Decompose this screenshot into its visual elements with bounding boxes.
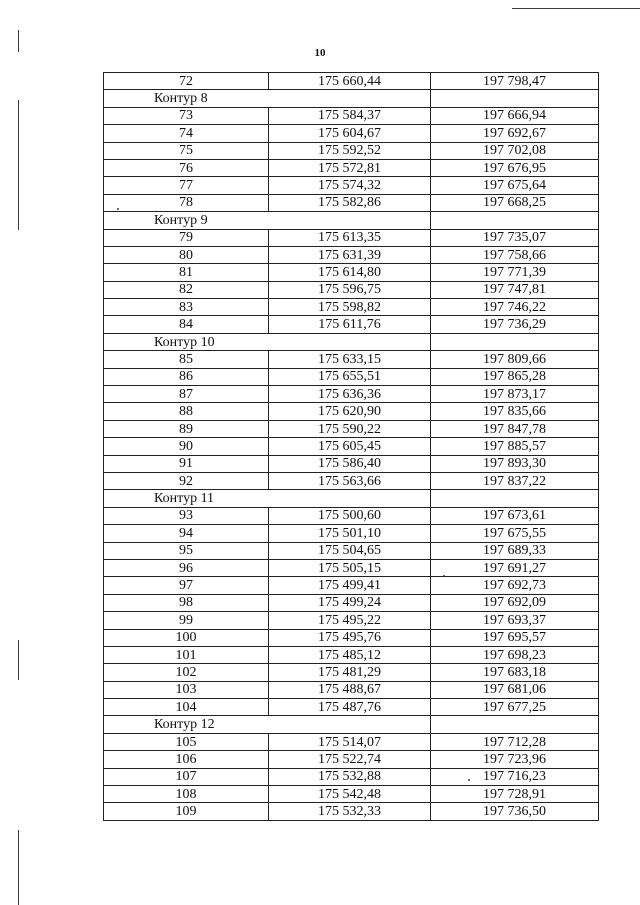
y-coordinate-cell: 197 758,66 xyxy=(431,246,599,263)
x-coordinate-cell: 175 563,66 xyxy=(269,472,431,489)
y-coordinate-cell: 197 746,22 xyxy=(431,299,599,316)
y-coordinate-cell: 197 712,28 xyxy=(431,733,599,750)
x-coordinate-cell: 175 574,32 xyxy=(269,177,431,194)
point-number-cell: 104 xyxy=(104,699,269,716)
x-coordinate-cell: 175 584,37 xyxy=(269,107,431,124)
table-row xyxy=(104,316,599,333)
scan-top-rule xyxy=(512,8,640,9)
y-coordinate-cell: 197 865,28 xyxy=(431,368,599,385)
x-coordinate-cell: 175 633,15 xyxy=(269,351,431,368)
y-coordinate-cell: 197 847,78 xyxy=(431,420,599,437)
x-coordinate-cell: 175 631,39 xyxy=(269,246,431,263)
x-coordinate-cell: 175 636,36 xyxy=(269,386,431,403)
y-coordinate-cell: 197 835,66 xyxy=(431,403,599,420)
y-coordinate-cell: 197 683,18 xyxy=(431,664,599,681)
point-number-cell: 106 xyxy=(104,751,269,768)
scan-edge-mark xyxy=(18,640,19,680)
point-number-cell: 100 xyxy=(104,629,269,646)
y-coordinate-cell: 197 893,30 xyxy=(431,455,599,472)
table-row xyxy=(104,525,599,542)
x-coordinate-cell: 175 592,52 xyxy=(269,142,431,159)
contour-header-row xyxy=(104,490,599,507)
point-number-cell: 84 xyxy=(104,316,269,333)
y-coordinate-cell: 197 736,50 xyxy=(431,803,599,820)
point-number-cell: 87 xyxy=(104,386,269,403)
point-number-cell: 80 xyxy=(104,246,269,263)
point-number-cell: 102 xyxy=(104,664,269,681)
table-row xyxy=(104,646,599,663)
coordinates-table-body xyxy=(104,73,599,821)
table-row xyxy=(104,507,599,524)
point-number-cell: 94 xyxy=(104,525,269,542)
table-row xyxy=(104,664,599,681)
table-row xyxy=(104,386,599,403)
x-coordinate-cell: 175 488,67 xyxy=(269,681,431,698)
x-coordinate-cell: 175 611,76 xyxy=(269,316,431,333)
point-number-cell: 73 xyxy=(104,107,269,124)
y-coordinate-cell: 197 809,66 xyxy=(431,351,599,368)
point-number-cell: 90 xyxy=(104,438,269,455)
table-row xyxy=(104,142,599,159)
point-number-cell: 91 xyxy=(104,455,269,472)
y-coordinate-cell: 197 798,47 xyxy=(431,73,599,90)
y-coordinate-cell: 197 692,67 xyxy=(431,125,599,142)
x-coordinate-cell: 175 614,80 xyxy=(269,264,431,281)
table-row xyxy=(104,786,599,803)
point-number-cell: 103 xyxy=(104,681,269,698)
contour-header-row xyxy=(104,212,599,229)
page-number: 10 xyxy=(314,47,326,59)
x-coordinate-cell: 175 613,35 xyxy=(269,229,431,246)
coordinates-table xyxy=(103,72,599,821)
point-number-cell: 109 xyxy=(104,803,269,820)
y-coordinate-cell: 197 771,39 xyxy=(431,264,599,281)
table-row xyxy=(104,351,599,368)
table-row xyxy=(104,699,599,716)
table-row xyxy=(104,403,599,420)
y-coordinate-cell: 197 885,57 xyxy=(431,438,599,455)
table-row xyxy=(104,612,599,629)
x-coordinate-cell: 175 605,45 xyxy=(269,438,431,455)
point-number-cell: 81 xyxy=(104,264,269,281)
x-coordinate-cell: 175 598,82 xyxy=(269,299,431,316)
x-coordinate-cell: 175 505,15 xyxy=(269,559,431,576)
table-row xyxy=(104,299,599,316)
y-coordinate-cell: 197 673,61 xyxy=(431,507,599,524)
table-row xyxy=(104,177,599,194)
x-coordinate-cell: 175 572,81 xyxy=(269,159,431,176)
y-coordinate-cell: 197 692,09 xyxy=(431,594,599,611)
x-coordinate-cell: 175 660,44 xyxy=(269,73,431,90)
point-number-cell: 105 xyxy=(104,733,269,750)
point-number-cell: 96 xyxy=(104,559,269,576)
y-coordinate-cell: 197 676,95 xyxy=(431,159,599,176)
y-coordinate-cell: 197 691,27 xyxy=(431,559,599,576)
contour-label: Контур 11 xyxy=(104,490,431,507)
y-coordinate-cell: 197 695,57 xyxy=(431,629,599,646)
table-row xyxy=(104,681,599,698)
point-number-cell: 108 xyxy=(104,786,269,803)
empty-cell xyxy=(431,212,599,229)
empty-cell xyxy=(431,716,599,733)
contour-header-row xyxy=(104,333,599,350)
point-number-cell: 83 xyxy=(104,299,269,316)
y-coordinate-cell: 197 702,08 xyxy=(431,142,599,159)
table-row xyxy=(104,229,599,246)
point-number-cell: 88 xyxy=(104,403,269,420)
y-coordinate-cell: 197 837,22 xyxy=(431,472,599,489)
contour-label: Контур 10 xyxy=(104,333,431,350)
point-number-cell: 93 xyxy=(104,507,269,524)
table-row xyxy=(104,125,599,142)
x-coordinate-cell: 175 532,88 xyxy=(269,768,431,785)
y-coordinate-cell: 197 693,37 xyxy=(431,612,599,629)
point-number-cell: 99 xyxy=(104,612,269,629)
y-coordinate-cell: 197 873,17 xyxy=(431,386,599,403)
y-coordinate-cell: 197 666,94 xyxy=(431,107,599,124)
x-coordinate-cell: 175 620,90 xyxy=(269,403,431,420)
y-coordinate-cell: 197 675,55 xyxy=(431,525,599,542)
x-coordinate-cell: 175 499,41 xyxy=(269,577,431,594)
x-coordinate-cell: 175 586,40 xyxy=(269,455,431,472)
x-coordinate-cell: 175 500,60 xyxy=(269,507,431,524)
x-coordinate-cell: 175 487,76 xyxy=(269,699,431,716)
point-number-cell: 75 xyxy=(104,142,269,159)
x-coordinate-cell: 175 514,07 xyxy=(269,733,431,750)
y-coordinate-cell: 197 675,64 xyxy=(431,177,599,194)
x-coordinate-cell: 175 501,10 xyxy=(269,525,431,542)
y-coordinate-cell: 197 736,29 xyxy=(431,316,599,333)
table-row xyxy=(104,733,599,750)
y-coordinate-cell: 197 692,73 xyxy=(431,577,599,594)
point-number-cell: 77 xyxy=(104,177,269,194)
table-row xyxy=(104,768,599,785)
contour-header-row xyxy=(104,90,599,107)
point-number-cell: 72 xyxy=(104,73,269,90)
table-row xyxy=(104,577,599,594)
point-number-cell: 79 xyxy=(104,229,269,246)
table-row xyxy=(104,455,599,472)
table-row xyxy=(104,803,599,820)
y-coordinate-cell: 197 681,06 xyxy=(431,681,599,698)
point-number-cell: 107 xyxy=(104,768,269,785)
scan-edge-mark xyxy=(18,100,19,230)
x-coordinate-cell: 175 499,24 xyxy=(269,594,431,611)
x-coordinate-cell: 175 532,33 xyxy=(269,803,431,820)
table-row xyxy=(104,246,599,263)
x-coordinate-cell: 175 655,51 xyxy=(269,368,431,385)
point-number-cell: 97 xyxy=(104,577,269,594)
x-coordinate-cell: 175 582,86 xyxy=(269,194,431,211)
point-number-cell: 82 xyxy=(104,281,269,298)
point-number-cell: 101 xyxy=(104,646,269,663)
y-coordinate-cell: 197 723,96 xyxy=(431,751,599,768)
point-number-cell: 78 xyxy=(104,194,269,211)
table-row xyxy=(104,542,599,559)
table-row xyxy=(104,281,599,298)
point-number-cell: 74 xyxy=(104,125,269,142)
table-row xyxy=(104,194,599,211)
empty-cell xyxy=(431,90,599,107)
point-number-cell: 98 xyxy=(104,594,269,611)
y-coordinate-cell: 197 728,91 xyxy=(431,786,599,803)
y-coordinate-cell: 197 716,23 xyxy=(431,768,599,785)
table-row xyxy=(104,159,599,176)
contour-label: Контур 12 xyxy=(104,716,431,733)
y-coordinate-cell: 197 735,07 xyxy=(431,229,599,246)
table-row xyxy=(104,420,599,437)
contour-header-row xyxy=(104,716,599,733)
table-row xyxy=(104,472,599,489)
x-coordinate-cell: 175 481,29 xyxy=(269,664,431,681)
table-row xyxy=(104,559,599,576)
x-coordinate-cell: 175 495,22 xyxy=(269,612,431,629)
y-coordinate-cell: 197 698,23 xyxy=(431,646,599,663)
contour-label: Контур 9 xyxy=(104,212,431,229)
table-row xyxy=(104,594,599,611)
table-row xyxy=(104,107,599,124)
point-number-cell: 92 xyxy=(104,472,269,489)
x-coordinate-cell: 175 604,67 xyxy=(269,125,431,142)
table-row xyxy=(104,629,599,646)
x-coordinate-cell: 175 504,65 xyxy=(269,542,431,559)
y-coordinate-cell: 197 668,25 xyxy=(431,194,599,211)
point-number-cell: 85 xyxy=(104,351,269,368)
scan-edge-mark xyxy=(18,830,19,905)
x-coordinate-cell: 175 522,74 xyxy=(269,751,431,768)
table-row xyxy=(104,438,599,455)
point-number-cell: 86 xyxy=(104,368,269,385)
x-coordinate-cell: 175 542,48 xyxy=(269,786,431,803)
point-number-cell: 95 xyxy=(104,542,269,559)
y-coordinate-cell: 197 677,25 xyxy=(431,699,599,716)
table-row xyxy=(104,73,599,90)
table-row xyxy=(104,751,599,768)
table-row xyxy=(104,368,599,385)
x-coordinate-cell: 175 590,22 xyxy=(269,420,431,437)
x-coordinate-cell: 175 495,76 xyxy=(269,629,431,646)
contour-label: Контур 8 xyxy=(104,90,431,107)
point-number-cell: 89 xyxy=(104,420,269,437)
empty-cell xyxy=(431,490,599,507)
table-row xyxy=(104,264,599,281)
x-coordinate-cell: 175 485,12 xyxy=(269,646,431,663)
point-number-cell: 76 xyxy=(104,159,269,176)
empty-cell xyxy=(431,333,599,350)
y-coordinate-cell: 197 747,81 xyxy=(431,281,599,298)
y-coordinate-cell: 197 689,33 xyxy=(431,542,599,559)
x-coordinate-cell: 175 596,75 xyxy=(269,281,431,298)
